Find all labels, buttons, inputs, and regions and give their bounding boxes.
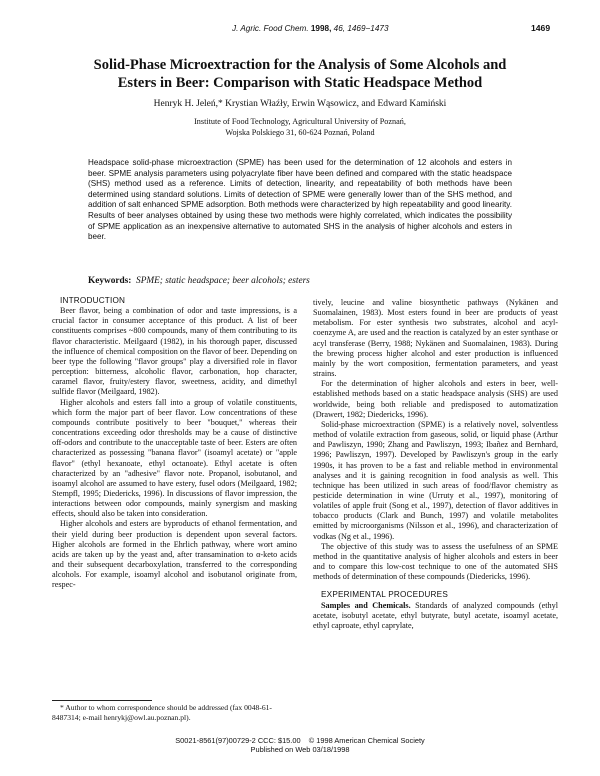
paragraph: For the determination of higher alcohols and esters in beer, well-established methods based on a static headspace analysis (SHS) are used worldwide, being both reliable and predisposed to automatization (Drawert, 1982; Diedericks, 1996).: [313, 379, 558, 419]
affiliation-line-1: Institute of Food Technology, Agricultural University of Poznań,: [194, 117, 406, 126]
section-heading-experimental: EXPERIMENTAL PROCEDURES: [321, 590, 448, 600]
publication-date: Published on Web 03/18/1998: [250, 745, 350, 755]
correspondence-footnote: * Author to whom correspondence should be addressed (fax 0048-61-8487314; e-mail henrykj@owl.au.poznan.pl).: [52, 703, 272, 722]
abstract: Headspace solid-phase microextraction (SPME) has been used for the determination of 12 alcohols and esters in beer. SPME analysis parameters using polyacrylate fiber have been defined and compared with the static headspace (SHS) method used as a reference. Limits of detection, linearity, and repeatability of both methods have been determined using standard solutions. Limits of detection of SPME were generally lower than of the SHS method, and addition of salt enhanced SPME adsorption. Both methods were characterized by high repeatability and good linearity. Results of beer analyses obtained by using these two methods were highly correlated, which indicates the possibility of SPME application as an inexpensive alternative to automated SHS in the analysis of higher alcohols and esters in beer.: [88, 158, 512, 242]
journal-name: J. Agric. Food Chem.: [232, 24, 309, 33]
paragraph: Solid-phase microextraction (SPME) is a relatively novel, solventless method of volatile extraction from gaseous, solid, or liquid phase (Arthur and Pawliszyn, 1990; Zhang and Pawliszyn, 1993; Ibañez and Bernhard, 1996; Pawliszyn, 1997). Developed by Pawliszyn's group in the early 1990s, it has proven to be a fast and reliable method in environmental analyses and it is gaining recognition in food analysis as well. This technique has been utilized in such areas of food/flavor chemistry as pesticide determination in wine (Urruty et al., 1997), monitoring of volatiles of apple fruit (Song et al., 1997), detection of flavor additives in tobacco products (Clark and Bunch, 1997) and volatile metabolites emitted by microorganisms (Nilsson et al., 1996), and characterization of vodkas (Ng et al., 1996).: [313, 419, 558, 541]
section-heading-introduction: INTRODUCTION: [60, 296, 126, 305]
keywords: [88, 276, 512, 286]
paragraph: Beer flavor, being a combination of odor and taste impressions, is a crucial factor in consumer acceptance of this product. A list of beer constituents comprises ~800 compounds, many of them contributing to its flavor characteristic. Meilgaard (1982), in his thorough paper, discussed the influence of chemical composition on the flavor of beer. Depending on beer type the following "flavor groups" play a diversified role in flavor perception: bitterness, alcoholic flavor, carbonation, hop character, caramel flavor, fruity/estery flavor, sweetness, acidity, and dimethyl sulfide flavor (Meilgaard, 1982).: [52, 306, 297, 397]
paragraph: Higher alcohols and esters are byproducts of ethanol fermentation, and their yield during beer production is dependent upon several factors. Higher alcohols are formed in the Ehrlich pathway, where wort amino acids are taken up by the yeast and, after transamination to α-keto acids and their subsequent decarboxylation, transferred to the corresponding alcohols. For example, isoamyl alcohol and isobutanol originate from, respec-: [52, 519, 297, 590]
title-line-1: Solid-Phase Microextraction for the Analysis of Some Alcohols and: [93, 57, 507, 73]
keywords-text: SPME; static headspace; beer alcohols; esters: [136, 276, 310, 286]
journal-citation: [232, 24, 389, 33]
left-column: [52, 296, 297, 591]
journal-year: 1998,: [310, 24, 332, 33]
paragraph: [313, 601, 558, 631]
affiliation: [40, 116, 560, 138]
paragraph: tively, leucine and valine biosynthetic pathways (Nykänen and Suomalainen, 1983). Most esters found in beer are products of yeast metabolism. For ester synthesis two substrates, alcohol and acyl-coenzyme A, are used and the reaction is catalyzed by an ester synthase or acyl transferase (Berry, 1988; Nykänen and Suomalainen, 1983). During the brewing process higher alcohol and ester production is influenced mainly by the wort composition, fermentation parameters, and yeast strains.: [313, 298, 558, 379]
keywords-label: Keywords:: [88, 276, 132, 286]
paragraph: Higher alcohols and esters fall into a group of volatile constituents, which form the major part of beer flavor. Low concentrations of these compounds contribute positively to beer "bouquet," whereas their concentrations exceeding odor thresholds may be a cause of distinctive off-odors and contribute to the unacceptable taste of beer. Esters are often characterized as possessing "banana flavor" (isoamyl acetate) or "apple flavor" (ethyl hexanoate, ethyl octanoate). Ethyl acetate is often characterized by an "adhesive" flavor note. Propanol, isobutanol, and isoamyl alcohol are assumed to have estery, fusel odors (Meilgaard, 1982; Stempfl, 1995; Diedericks, 1996). In discussions of flavor impression, the interactions between odor compounds, mainly synergism and masking effects, should also be taken into consideration.: [52, 397, 297, 519]
title-line-2: Esters in Beer: Comparison with Static Headspace Method: [117, 75, 483, 91]
running-header: [0, 22, 600, 36]
subsection-text: Standards of analyzed compounds (ethyl acetate, isobutyl acetate, ethyl butyrate, butyl acetate, isoamyl acetate, ethyl caproate, ethyl caprylate,: [313, 600, 559, 630]
footnote-divider: [52, 700, 152, 701]
right-column: [313, 298, 558, 631]
paragraph: The objective of this study was to assess the usefulness of an SPME method in the quantitative analysis of higher alcohols and esters in beer and to compare this low-cost technique to one of the automated SHS methods of determination of these compounds (Diedericks, 1996).: [313, 541, 558, 582]
page-number: 1469: [531, 23, 551, 33]
volume-pages: 46, 1469−1473: [333, 24, 389, 33]
article-title: [40, 56, 560, 92]
doi-copyright: S0021-8561(97)00729-2 CCC: $15.00 © 1998 American Chemical Society: [175, 736, 425, 745]
author-list: Henryk H. Jeleń,* Krystian Właźły, Erwin Wąsowicz, and Edward Kamiński: [153, 99, 447, 109]
subsection-heading: Samples and Chemicals.: [321, 600, 411, 610]
page-footer: [0, 736, 600, 755]
affiliation-line-2: Wojska Polskiego 31, 60-624 Poznań, Poland: [225, 128, 375, 137]
